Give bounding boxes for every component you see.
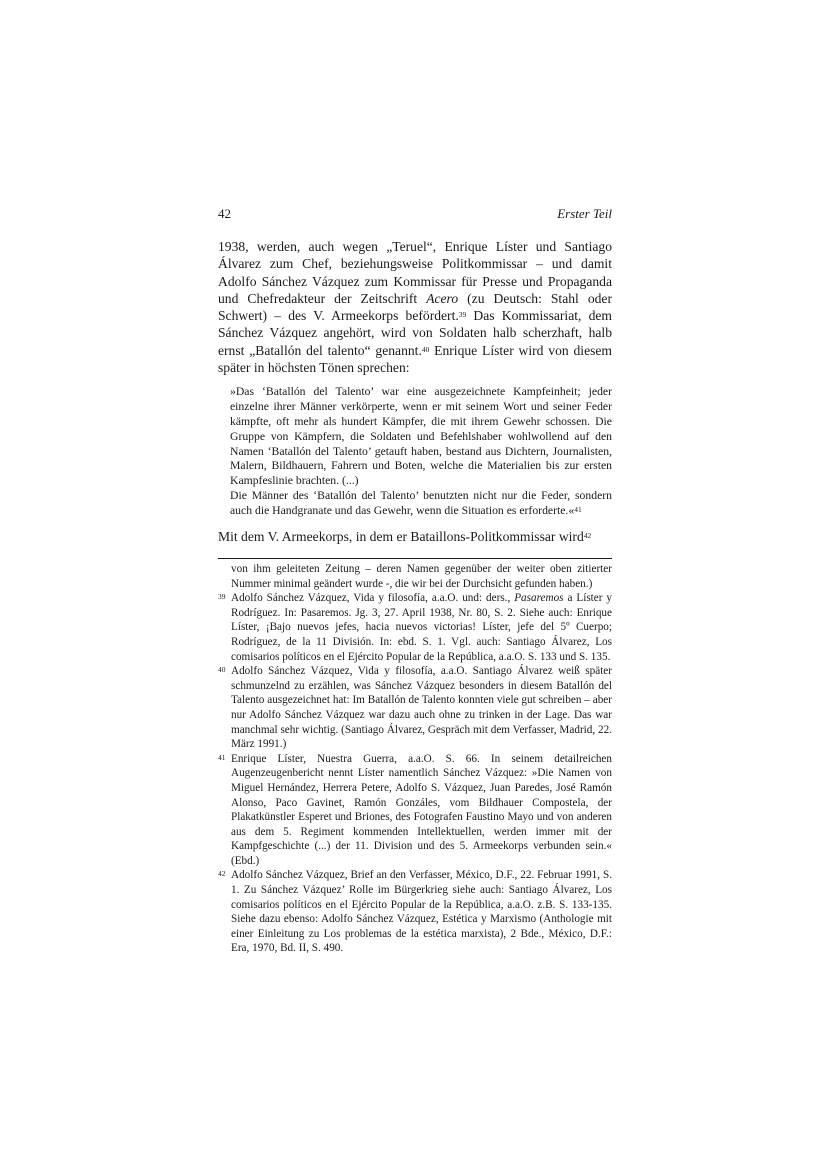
footnote-42 — [218, 868, 612, 956]
footnote-number: 41 — [218, 752, 226, 762]
footnote-39-text-a: Adolfo Sánchez Vázquez, Vida y filosofía, a.a.O. und: ders., — [231, 592, 515, 605]
footnote-39-italic: Pasaremos — [514, 592, 564, 605]
paragraph-1-text-d: Enrique Líster wird von diesem später in höchsten Tönen sprechen: — [218, 342, 613, 376]
footnote-41 — [218, 752, 612, 869]
footnote-divider — [218, 558, 612, 559]
footnote-39-text-b: a Líster y Rodríguez. In: Pasaremos. Jg. 3, 27. April 1938, Nr. 80, S. 2. Siehe auch: Enrique Líster, ¡Bajo nuevos jefes, hacia nuevos victorias! Líster, jefe del 5º Cuerpo; Rodríguez, de la 11 División. In: ebd. S. 1. Vgl. auch: Santiago Álvarez, Los comisarios políticos en el Ejército Popular de la República, a.a.O. S. 133 und S. 135. — [231, 592, 613, 663]
paragraph-1-text-b: (zu Deutsch: Stahl oder Schwert) – des V. Armeekorps befördert. — [218, 290, 612, 324]
footnote-continuation: von ihm geleiteten Zeitung – deren Namen gegenüber der weiter oben zitierter Nummer minimal geändert wurde -, die wir bei der Durchsicht gefunden haben.) — [231, 563, 612, 590]
footnote-number: 40 — [218, 665, 226, 675]
paragraph-1-text-a: 1938, werden, auch wegen „Teruel“, Enrique Líster und Santiago Álvarez zum Chef, beziehungsweise Politkommissar – und damit Adolfo Sánchez Vázquez zum Kommissar für Presse und Propaganda und Chefredakteur der Zeitschrift — [218, 239, 612, 306]
footnote-number: 42 — [218, 869, 226, 879]
paragraph-2 — [218, 528, 612, 545]
footnote-41-text: Enrique Líster, Nuestra Guerra, a.a.O. S. 66. In seinem detailreichen Augenzeugenbericht nennt Líster namentlich Sánchez Vázquez: »Die Namen von Miguel Hernández, Herrera Petere, Adolfo S. Vázquez, Juan Paredes, José Ramón Alonso, Paco Gavinet, Ramón Gonzáles, vom Bildhauer Compostela, der Plakatkünstler Esperet und Briones, des Fotografen Faustino Mayo und von anderen aus dem 5. Regiment kommenden Intellektuellen, werden immer mit der Kampfgeschichte (...) der 11. Division und des 5. Armeekorps verbunden sein.« (Ebd.) — [231, 752, 612, 867]
block-quote — [230, 385, 612, 518]
footnote-39 — [218, 591, 612, 664]
footnotes — [218, 562, 612, 956]
quote-paragraph-2-text: Die Männer des ‘Batallón del Talento’ benutzten nicht nur die Feder, sondern auch die Handgranate und das Gewehr, wenn die Situation es erforderte.« — [230, 488, 612, 517]
paragraph-1 — [218, 238, 612, 376]
main-text — [218, 238, 612, 545]
quote-paragraph-2 — [230, 489, 612, 519]
running-title: Erster Teil — [557, 206, 612, 221]
paragraph-1-text-c: Das Kommissariat, dem Sánchez Vázquez angehört, wird von Soldaten halb scherzhaft, halb ernst „Batallón del talento“ genannt. — [218, 308, 612, 358]
footnote-ref-39[interactable]: 39 — [458, 310, 467, 320]
footnote-number: 39 — [218, 592, 226, 602]
page-number: 42 — [218, 206, 231, 221]
journal-title-acero: Acero — [426, 290, 459, 306]
footnote-ref-41[interactable]: 41 — [574, 504, 582, 514]
footnote-40 — [218, 664, 612, 752]
footnote-42-text: Adolfo Sánchez Vázquez, Brief an den Verfasser, México, D.F., 22. Februar 1991, S. 1. Zu Sánchez Vázquez’ Rolle im Bürgerkrieg siehe auch: Santiago Álvarez, Los comisarios políticos en el Ejército Popular de la República, a.a.O. z.B. S. 133-135. Siehe dazu ebenso: Adolfo Sánchez Vázquez, Estética y Marxismo (Anthologie mit einer Einleitung zu Los problemas de la estética marxista), 2 Bde., México, D.F.: Era, 1970, Bd. II, S. 490. — [231, 869, 612, 955]
footnote-ref-42[interactable]: 42 — [583, 530, 592, 540]
paragraph-2-text: Mit dem V. Armeekorps, in dem er Bataillons-Politkommissar wird — [218, 528, 584, 544]
quote-paragraph-1: »Das ‘Batallón del Talento’ war eine ausgezeichnete Kampfeinheit; jeder einzelne ihrer Männer verkörperte, wenn er mit seinem Wort und seiner Feder kämpfte, oft mehr als hundert Kämpfer, die mit ihrem Gewehr schossen. Die Gruppe von Kämpfern, die Soldaten und Befehlshaber wohlwollend auf den Namen ‘Batallón del Talento’ getauft haben, bestand aus Dichtern, Journalisten, Malern, Bildhauern, Fahrern und Boten, welche die Materialien bis zur ersten Kampfeslinie brachten. (...) — [230, 385, 612, 488]
footnote-ref-40[interactable]: 40 — [421, 344, 430, 354]
footnote-40-text: Adolfo Sánchez Vázquez, Vida y filosofía, a.a.O. Santiago Álvarez weiß später schmunzelnd zu erzählen, was Sánchez Vázquez besonders in diesem Batallón del Talento ausgezeichnet hat: Im Batallón de Talento konnten viele gut schreiben – aber nur Adolfo Sánchez Vázquez war dazu auch ohne zu trinken in der Lage. Das war manchmal sehr wichtig. (Santiago Álvarez, Gespräch mit dem Verfasser, Madrid, 22. März 1991.) — [231, 665, 612, 751]
